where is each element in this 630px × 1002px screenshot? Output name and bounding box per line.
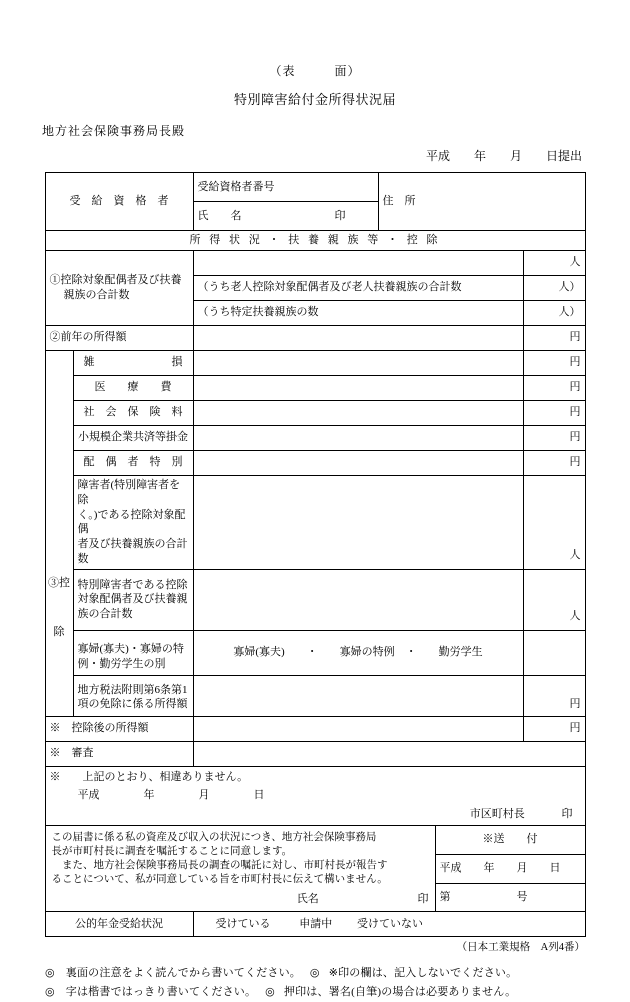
row2-unit: 円 [523,325,585,350]
note-mark-1: ◎ [45,967,55,980]
row1-sub2-unit: 人） [523,300,585,325]
row-kafu-unit [523,630,585,675]
soufu-date[interactable]: 平成 年 月 日 [435,854,585,883]
recipient-table [45,172,586,231]
row-kafu-options[interactable]: 寡婦(寡夫) ・ 寡婦の特例 ・ 勤労学生 [193,630,523,675]
note-text-2b: 押印は、署名(自筆)の場合は必要ありません。 [283,986,517,999]
row2-input[interactable] [193,325,523,350]
row-chihouzei-input[interactable] [193,675,523,716]
submission-date: 平成 年 月 日提出 [425,149,582,163]
row-zatsuson-unit: 円 [523,350,585,375]
recipient-name-label: 氏 名 [197,209,242,222]
pension-option-not-receiving[interactable]: 受けていない [357,918,423,931]
pension-option-receiving[interactable]: 受けている [215,918,271,931]
row1-sub1-label[interactable]: （うち老人控除対象配偶者及び老人扶養親族の合計数 [193,275,523,300]
deduction-label-bottom: 除 [53,626,65,639]
certify-date: 平成 年 月 日 [77,789,265,802]
deduction-group-label [45,350,73,716]
consent-name-seal: 印 [417,892,429,905]
addressee: 地方社会保険事務局長殿 [42,124,186,138]
recipient-number-label[interactable]: 受給資格者番号 [193,173,378,202]
recipient-label: 受 給 資 格 者 [45,173,193,231]
row-shogaisha-l1: 障害者(特別障害者を除 [77,478,181,506]
consent-table [45,825,586,938]
note-text-2a: 字は楷書ではっきり書いてください。 [65,986,257,999]
consent-line4: ることについて、私が同意している旨を市町村長に伝えて構いません。 [51,874,388,886]
row1-sub1-unit: 人） [523,275,585,300]
row-after-deduction-input[interactable] [193,716,523,741]
row-kafu-label [73,630,193,675]
row-tokubetsu-l1: 特別障害者である控除 [77,578,188,591]
row-chihouzei-unit: 円 [523,675,585,716]
consent-text-block [45,825,435,912]
row-shogaisha-label [73,475,193,569]
row1-label-line2: 親族の合計数 [63,288,130,301]
face-mark: （表 面） [269,64,361,78]
certify-text: ※ 上記のとおり、相違ありません。 [49,770,249,783]
row-shokibo-label: 小規模企業共済等掛金 [73,425,193,450]
row-shokibo-unit: 円 [523,425,585,450]
certify-block [45,766,585,825]
row1-total-input[interactable] [193,250,523,275]
row-shogaisha-unit: 人 [523,475,585,569]
row-shinsa-label: ※ 審査 [45,741,193,766]
soufu-label: ※送 付 [435,825,585,854]
form-title: 特別障害給付金所得状況届 [233,92,396,107]
row-chihouzei-label [73,675,193,716]
soufu-number[interactable]: 第 号 [435,883,585,912]
row1-sub2-label[interactable]: （うち特定扶養親族の数 [193,300,523,325]
row-tokubetsu-unit: 人 [523,569,585,630]
row-shinsa-input[interactable] [193,741,585,766]
notes-block [45,964,585,1001]
note-text-1b: ※印の欄は、記入しないでください。 [328,967,518,980]
row-after-deduction-unit: 円 [523,716,585,741]
row2-label: ②前年の所得額 [45,325,193,350]
row-zatsuson-label: 雑 損 [73,350,193,375]
form-page [0,62,630,999]
jis-standard-note: （日本工業規格 A列4番） [456,942,585,954]
row1-label [45,250,193,325]
row-haigusha-input[interactable] [193,450,523,475]
row-tokubetsu-label [73,569,193,630]
row1-unit: 人 [523,250,585,275]
row-iryohi-unit: 円 [523,375,585,400]
row-chihouzei-l2: 項の免除に係る所得額 [77,698,188,711]
note-mark-2: ◎ [45,986,55,999]
row-shakaihoken-label: 社 会 保 険 料 [73,400,193,425]
row-tokubetsu-input[interactable] [193,569,523,630]
row-chihouzei-l1: 地方税法附則第6条第1 [77,683,188,696]
row-shakaihoken-input[interactable] [193,400,523,425]
row-iryohi-label: 医 療 費 [73,375,193,400]
row1-label-line1: ①控除対象配偶者及び扶養 [49,274,182,286]
row-haigusha-label: 配 偶 者 特 別 [73,450,193,475]
note-mark-2b: ◎ [265,986,275,999]
row-haigusha-unit: 円 [523,450,585,475]
consent-line3: また、地方社会保険事務局長の調査の嘱託に対し、市町村長が報告す [51,860,388,872]
note-line-2 [45,983,585,1002]
row-after-deduction-label: ※ 控除後の所得額 [45,716,193,741]
note-line-1 [45,964,585,983]
note-mark-1b: ◎ [309,967,320,980]
mayor-label: 市区町村長 [469,808,525,821]
row-shogaisha-l3: 者及び扶養親族の合計数 [77,538,188,566]
row-shokibo-input[interactable] [193,425,523,450]
note-text-1a: 裏面の注意をよく読んでから書いてください。 [65,967,301,980]
row-shogaisha-input[interactable] [193,475,523,569]
pension-status-label: 公的年金受給状況 [45,912,193,937]
row-tokubetsu-l2: 対象配偶者及び扶養親 [77,593,188,606]
row-shogaisha-l2: く。)である控除対象配偶 [77,508,186,536]
row-iryohi-input[interactable] [193,375,523,400]
consent-line1: この届書に係る私の資産及び収入の状況につき、地方社会保険事務局 [51,831,377,843]
recipient-name-row[interactable] [193,202,378,231]
row-kafu-l2: 例・勤労学生の別 [77,657,166,670]
mayor-seal: 印 [561,808,573,821]
row-shakaihoken-unit: 円 [523,400,585,425]
recipient-name-seal: 印 [334,209,346,222]
section-title-income: 所 得 状 況 ・ 扶 養 親 族 等 ・ 控 除 [45,231,585,251]
deduction-label-top: ③控 [48,577,70,590]
row-tokubetsu-l3: 族の合計数 [77,608,133,621]
row-zatsuson-input[interactable] [193,350,523,375]
consent-name-label[interactable]: 氏名 [296,892,319,905]
consent-line2: 長が市町村長に調査を嘱託することに同意します。 [51,846,293,858]
pension-option-applying[interactable]: 申請中 [299,918,333,931]
recipient-address-label[interactable]: 住 所 [378,173,585,231]
income-table [45,230,586,826]
row-kafu-l1: 寡婦(寡夫)・寡婦の特 [77,643,184,656]
